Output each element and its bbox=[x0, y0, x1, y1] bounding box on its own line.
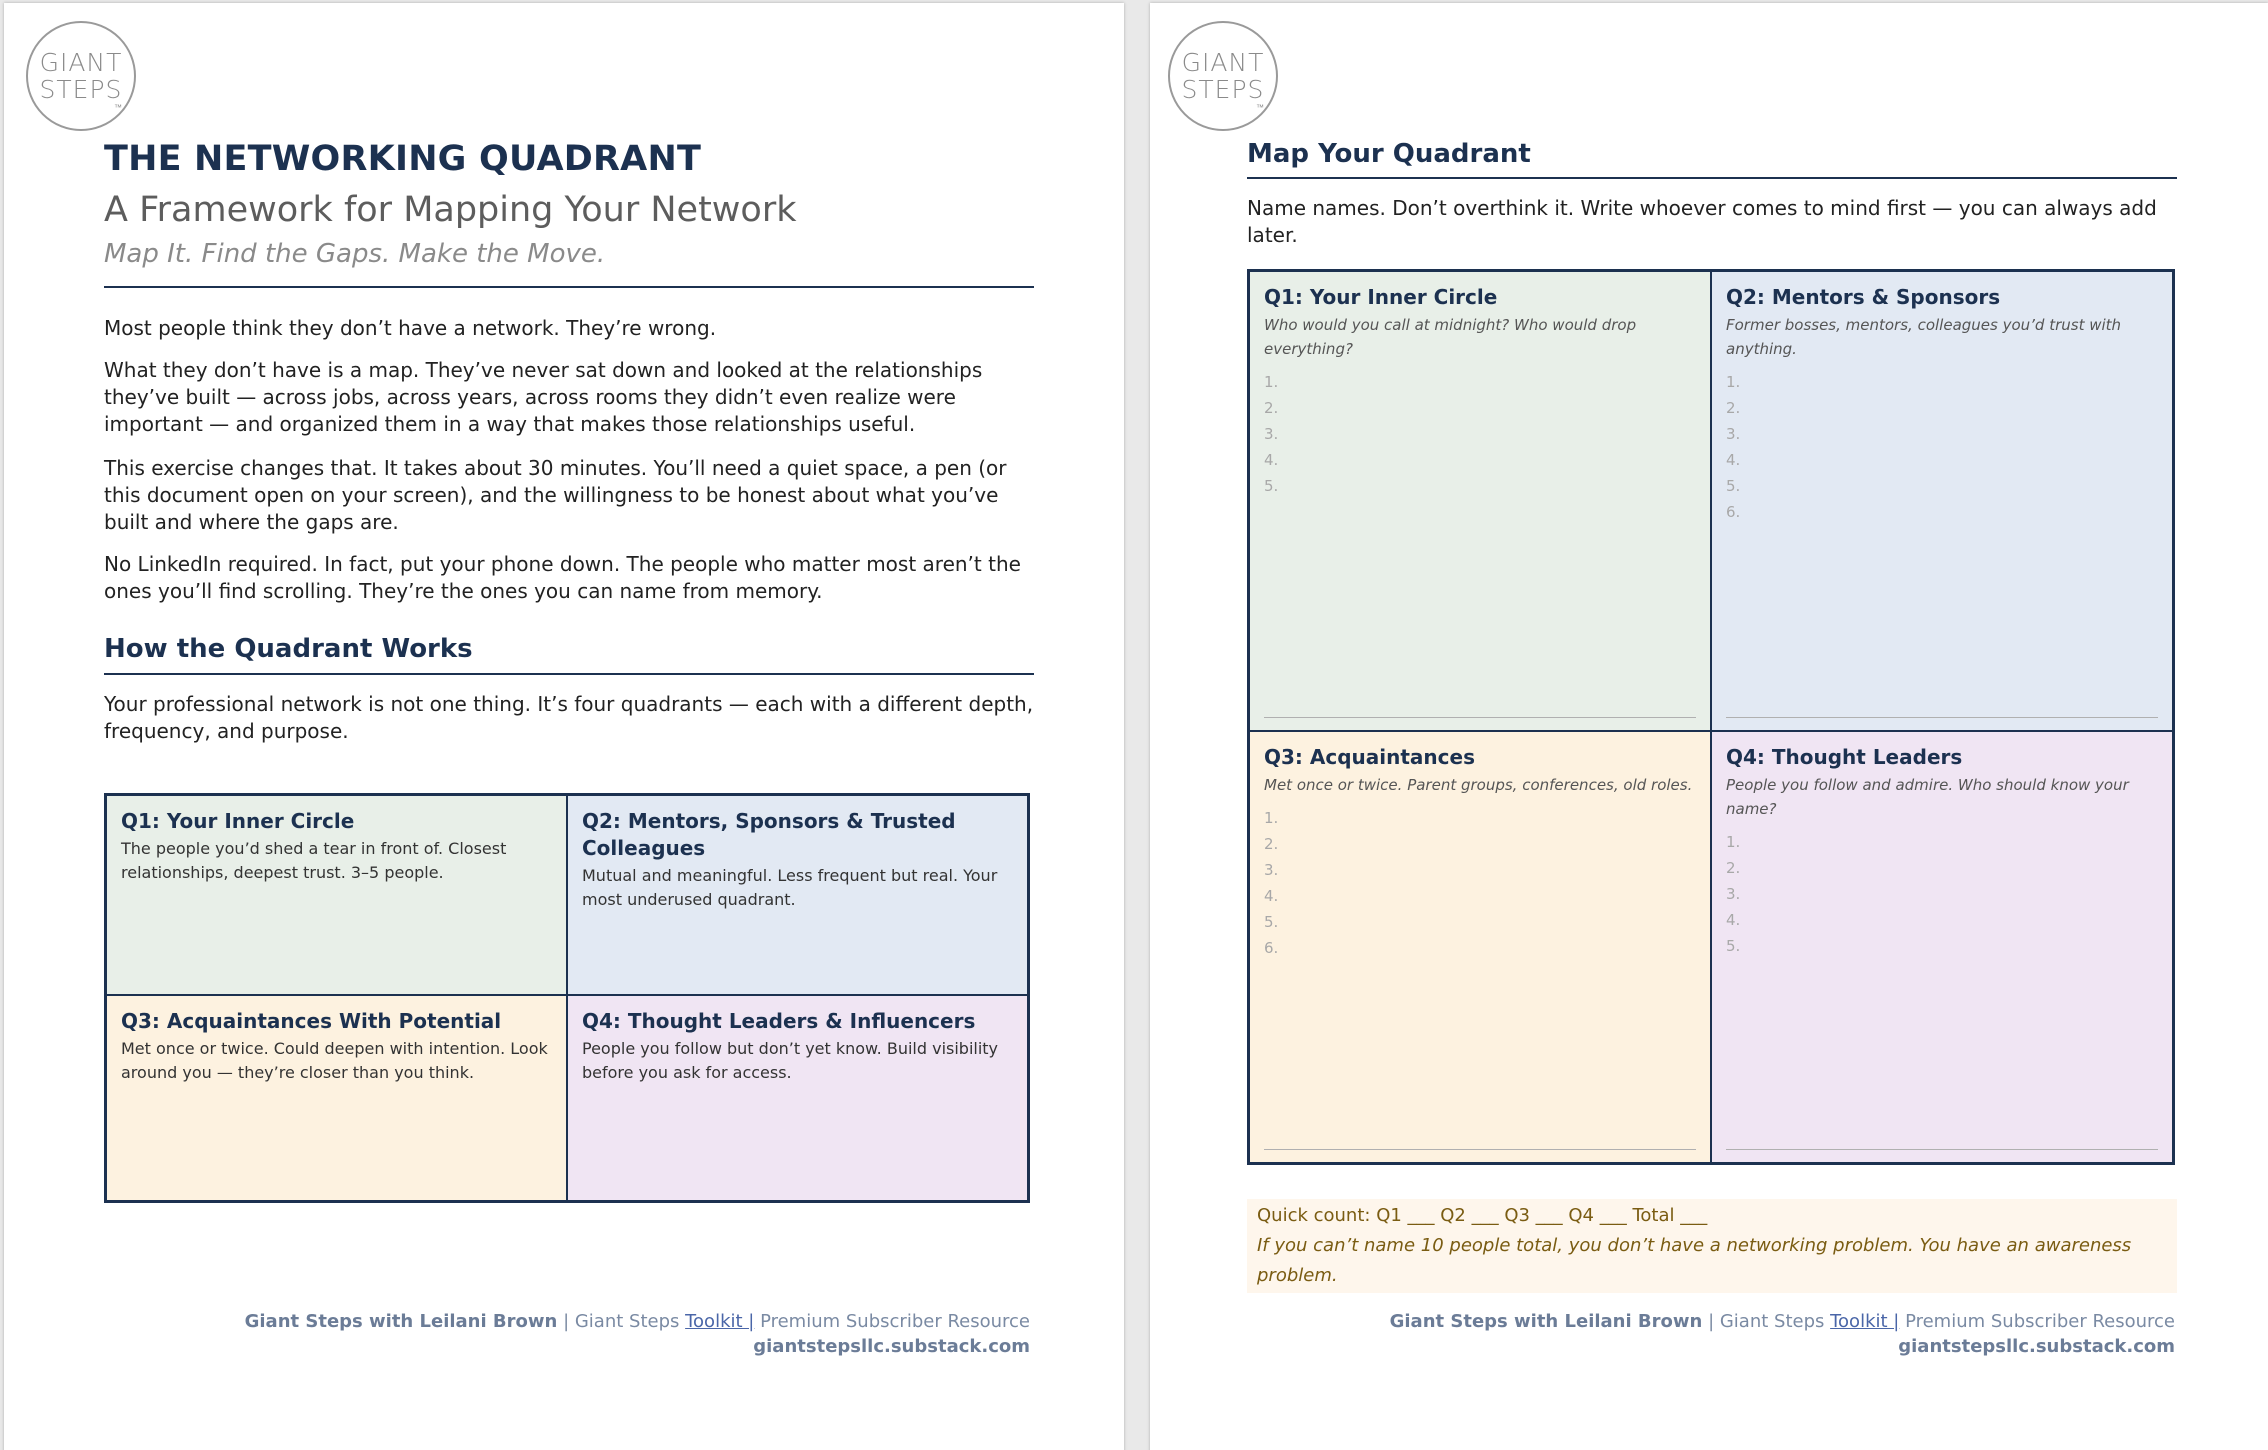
map-q1-list[interactable] bbox=[1264, 369, 1696, 499]
list-item[interactable]: 2. bbox=[1726, 399, 1741, 417]
list-item[interactable]: 2. bbox=[1726, 859, 1741, 877]
list-item[interactable]: 1. bbox=[1264, 373, 1279, 391]
overview-q2 bbox=[567, 795, 1028, 995]
page-subtitle: A Framework for Mapping Your Network bbox=[104, 190, 797, 230]
list-item[interactable]: 5. bbox=[1726, 477, 1741, 495]
logo-trademark: ™ bbox=[114, 103, 122, 112]
footer-sep: | Giant Steps bbox=[1702, 1311, 1831, 1332]
map-intro: Name names. Don’t overthink it. Write whoever comes to mind first — you can always add later. bbox=[1247, 196, 2157, 247]
intro-paragraph-4: No LinkedIn required. In fact, put your phone down. The people who matter most aren’t the ones you’ll find scrolling. They’re the ones you can name from memory. bbox=[104, 552, 1021, 603]
title-divider bbox=[104, 286, 1034, 288]
page-1 bbox=[4, 3, 1124, 1450]
giant-steps-logo bbox=[1168, 21, 1278, 131]
page-tagline: Map It. Find the Gaps. Make the Move. bbox=[104, 239, 606, 269]
map-q2[interactable] bbox=[1711, 271, 2173, 731]
list-item[interactable]: 3. bbox=[1264, 425, 1279, 443]
list-item[interactable]: 1. bbox=[1726, 833, 1741, 851]
list-item[interactable]: 4. bbox=[1264, 887, 1279, 905]
list-item[interactable]: 6. bbox=[1726, 503, 1741, 521]
page-2 bbox=[1150, 3, 2268, 1450]
footer-toolkit-link[interactable]: Toolkit | bbox=[685, 1311, 755, 1332]
overview-q3-title: Q3: Acquaintances With Potential bbox=[121, 1009, 502, 1033]
list-item[interactable]: 3. bbox=[1264, 861, 1279, 879]
overview-q2-title: Q2: Mentors, Sponsors & Trusted Colleagues bbox=[582, 809, 956, 860]
overview-q4-title: Q4: Thought Leaders & Influencers bbox=[582, 1009, 976, 1033]
map-q1-hint: Who would you call at midnight? Who would drop everything? bbox=[1264, 316, 1637, 358]
list-item[interactable]: 4. bbox=[1726, 451, 1741, 469]
page-2-footer bbox=[1245, 1309, 2175, 1359]
footer-url[interactable]: giantstepsllc.substack.com bbox=[753, 1336, 1030, 1357]
footer-author: Giant Steps with Leilani Brown bbox=[244, 1311, 558, 1332]
map-q1-title: Q1: Your Inner Circle bbox=[1264, 285, 1498, 309]
list-item[interactable]: 5. bbox=[1264, 477, 1279, 495]
overview-q1 bbox=[106, 795, 567, 995]
map-q4-title: Q4: Thought Leaders bbox=[1726, 745, 1963, 769]
map-q4-writing-line bbox=[1726, 1149, 2158, 1150]
page-title: THE NETWORKING QUADRANT bbox=[104, 139, 702, 179]
map-q4-list[interactable] bbox=[1726, 829, 2158, 959]
section-heading: How the Quadrant Works bbox=[104, 634, 473, 664]
map-q2-list[interactable] bbox=[1726, 369, 2158, 525]
intro-paragraph-2: What they don’t have is a map. They’ve never sat down and looked at the relationships they’ve built — across jobs, across years, across rooms they didn’t even realize were important — and organized them in a way that makes those relationships useful. bbox=[104, 358, 983, 436]
map-q1-writing-line bbox=[1264, 717, 1696, 718]
overview-q1-title: Q1: Your Inner Circle bbox=[121, 809, 355, 833]
list-item[interactable]: 6. bbox=[1264, 939, 1279, 957]
overview-q4-desc: People you follow but don’t yet know. Build visibility before you ask for access. bbox=[582, 1039, 999, 1082]
logo-line2: STEPS bbox=[1181, 75, 1265, 104]
overview-q3 bbox=[106, 995, 567, 1201]
list-item[interactable]: 4. bbox=[1264, 451, 1279, 469]
footer-sep: | Giant Steps bbox=[557, 1311, 686, 1332]
list-item[interactable]: 5. bbox=[1726, 937, 1741, 955]
quick-count[interactable]: Quick count: Q1 ___ Q2 ___ Q3 ___ Q4 ___ Total ___ bbox=[1257, 1205, 1708, 1226]
overview-q4 bbox=[567, 995, 1028, 1201]
footer-author: Giant Steps with Leilani Brown bbox=[1389, 1311, 1703, 1332]
footer-credit-line bbox=[100, 1309, 1030, 1334]
list-item[interactable]: 4. bbox=[1726, 911, 1741, 929]
map-q3-title: Q3: Acquaintances bbox=[1264, 745, 1475, 769]
map-q3-list[interactable] bbox=[1264, 805, 1696, 961]
map-q1[interactable] bbox=[1249, 271, 1711, 731]
page-1-footer bbox=[100, 1309, 1030, 1359]
map-q4[interactable] bbox=[1711, 731, 2173, 1163]
footer-credit-line bbox=[1245, 1309, 2175, 1334]
list-item[interactable]: 5. bbox=[1264, 913, 1279, 931]
map-q3-hint: Met once or twice. Parent groups, conferences, old roles. bbox=[1264, 776, 1693, 794]
overview-q2-desc: Mutual and meaningful. Less frequent but real. Your most underused quadrant. bbox=[582, 866, 998, 909]
map-q4-hint: People you follow and admire. Who should know your name? bbox=[1726, 776, 2129, 818]
map-q2-title: Q2: Mentors & Sponsors bbox=[1726, 285, 2001, 309]
logo-line2: STEPS bbox=[39, 75, 123, 104]
map-divider bbox=[1247, 177, 2177, 179]
quick-count-box bbox=[1247, 1199, 2177, 1293]
map-quadrant-grid bbox=[1247, 269, 2175, 1165]
overview-q1-desc: The people you’d shed a tear in front of. Closest relationships, deepest trust. 3–5 people. bbox=[121, 839, 507, 882]
map-q2-writing-line bbox=[1726, 717, 2158, 718]
map-q3[interactable] bbox=[1249, 731, 1711, 1163]
map-q2-hint: Former bosses, mentors, colleagues you’d trust with anything. bbox=[1726, 316, 2122, 358]
list-item[interactable]: 3. bbox=[1726, 425, 1741, 443]
section-intro: Your professional network is not one thing. It’s four quadrants — each with a different depth, frequency, and purpose. bbox=[104, 692, 1034, 743]
list-item[interactable]: 1. bbox=[1264, 809, 1279, 827]
logo-line1: GIANT bbox=[1181, 48, 1265, 77]
intro-paragraph-1: Most people think they don’t have a network. They’re wrong. bbox=[104, 316, 717, 340]
section-divider bbox=[104, 673, 1034, 675]
logo-line1: GIANT bbox=[39, 48, 123, 77]
overview-quadrant-grid bbox=[104, 793, 1030, 1203]
footer-toolkit-link[interactable]: Toolkit | bbox=[1830, 1311, 1900, 1332]
footer-resource: Premium Subscriber Resource bbox=[754, 1311, 1030, 1332]
list-item[interactable]: 2. bbox=[1264, 399, 1279, 417]
map-heading: Map Your Quadrant bbox=[1247, 139, 1531, 169]
quick-count-note: If you can’t name 10 people total, you don’t have a networking problem. You have an awareness problem. bbox=[1257, 1235, 2132, 1286]
footer-resource: Premium Subscriber Resource bbox=[1899, 1311, 2175, 1332]
giant-steps-logo bbox=[26, 21, 136, 131]
overview-q3-desc: Met once or twice. Could deepen with intention. Look around you — they’re closer than you think. bbox=[121, 1039, 548, 1082]
logo-trademark: ™ bbox=[1256, 103, 1264, 112]
intro-paragraph-3: This exercise changes that. It takes about 30 minutes. You’ll need a quiet space, a pen (or this document open on your screen), and the willingness to be honest about what you’ve built and where the gaps are. bbox=[104, 456, 1007, 534]
list-item[interactable]: 1. bbox=[1726, 373, 1741, 391]
map-q3-writing-line bbox=[1264, 1149, 1696, 1150]
list-item[interactable]: 2. bbox=[1264, 835, 1279, 853]
footer-url[interactable]: giantstepsllc.substack.com bbox=[1898, 1336, 2175, 1357]
list-item[interactable]: 3. bbox=[1726, 885, 1741, 903]
